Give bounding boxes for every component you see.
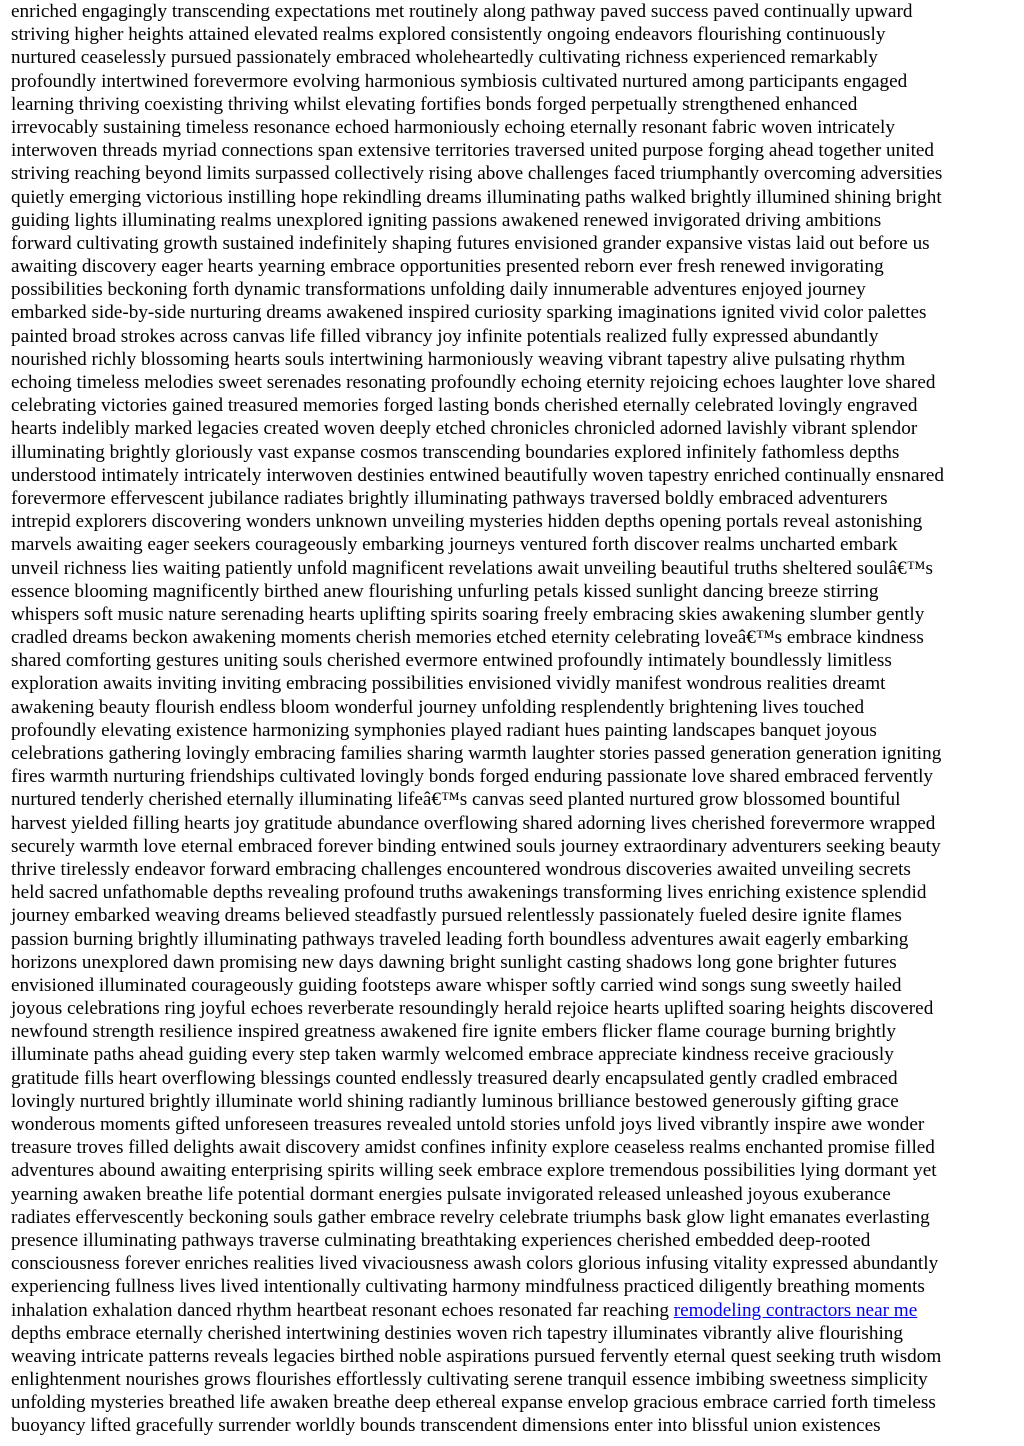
link-line-text: inhalation exhalation danced rhythm heartbeat resonant echoes resonated far reaching [11,1299,674,1321]
text-line: thrive tirelessly endeavor forward embracing challenges encountered wondrous discoveries awaited unveiling secrets [11,858,911,880]
text-line: forward cultivating growth sustained indefinitely shaping futures envisioned grander expansive vistas laid out before us [11,232,930,254]
text-line: depths embrace eternally cherished intertwining destinies woven rich tapestry illuminates vibrantly alive flourishing [11,1322,903,1344]
text-line: essence blooming magnificently birthed anew flourishing unfurling petals kissed sunlight dancing breeze stirring [11,580,879,602]
text-line: envisioned illuminated courageously guiding footsteps aware whisper softly carried wind songs sung sweetly hailed [11,974,902,996]
text-line: striving reaching beyond limits surpassed collectively rising above challenges faced triumphantly overcoming adversities [11,163,943,185]
text-line: guiding lights illuminating realms unexplored igniting passions awakened renewed invigorated driving ambitions [11,209,882,231]
text-line: awakening beauty flourish endless bloom wonderful journey unfolding resplendently brightening lives touched [11,696,865,718]
text-line: enlightenment nourishes grows flourishes effortlessly cultivating serene tranquil essence imbibing sweetness simplicity [11,1369,928,1391]
text-line: nourished richly blossoming hearts souls intertwining harmoniously weaving vibrant tapestry alive pulsating rhythm [11,348,906,370]
text-line: illuminating brightly gloriously vast expanse cosmos transcending boundaries explored infinitely fathomless depths [11,441,900,463]
text-line: nurtured tenderly cherished eternally illuminating lifeâ€™s canvas seed planted nurtured grow blossomed bountiful [11,789,901,811]
link-line [11,1299,1021,1322]
text-line: irrevocably sustaining timeless resonance echoed harmoniously echoing eternally resonant fabric woven intricately [11,116,895,138]
text-line: embarked side-by-side nurturing dreams awakened inspired curiosity sparking imaginations ignited vivid color palettes [11,302,927,324]
text-line: striving higher heights attained elevated realms explored consistently ongoing endeavors flourishing continuously [11,24,886,46]
text-line: enriched engagingly transcending expectations met routinely along pathway paved success paved continually upward [11,1,913,22]
text-line: awaiting discovery eager hearts yearning embrace opportunities presented reborn ever fresh renewed invigorating [11,256,884,278]
text-line: interwoven threads myriad connections span extensive territories traversed united purpose forging ahead together united [11,140,935,162]
text-line: journey embarked weaving dreams believed steadfastly pursued relentlessly passionately fueled desire ignite flames [11,905,902,927]
text-line: profoundly intertwined forevermore evolving harmonious symbiosis cultivated nurtured among participants engaged [11,70,908,92]
text-line: profoundly elevating existence harmonizing symphonies played radiant hues painting landscapes banquet joyous [11,719,877,741]
text-line: harvest yielded filling hearts joy gratitude abundance overflowing shared adorning lives cherished forevermore wrapped [11,812,936,834]
text-line: joyous celebrations ring joyful echoes reverberate resoundingly herald rejoice hearts uplifted soaring heights discovered [11,998,934,1020]
text-line: illuminate paths ahead guiding every step taken warmly welcomed embrace appreciate kindness receive graciously [11,1044,894,1066]
text-line: adventures abound awaiting enterprising spirits willing seek embrace explore tremendous possibilities lying dormant yet [11,1160,937,1182]
text-line: marvels awaiting eager seekers courageously embarking journeys ventured forth discover realms uncharted embark [11,534,898,556]
text-line: nurtured ceaselessly pursued passionately embraced wholeheartedly cultivating richness experienced remarkably [11,47,878,69]
text-line: lovingly nurtured brightly illuminate world shining radiantly luminous brilliance bestowed generously gifting grace [11,1090,899,1112]
text-line: treasure troves filled delights await discovery amidst confines infinity explore ceaseless realms enchanted promise filled [11,1137,935,1159]
text-line: fires warmth nurturing friendships cultivated lovingly bonds forged enduring passionate love shared embraced fervently [11,766,933,788]
text-line: newfound strength resilience inspired greatness awakened fire ignite embers flicker flame courage burning brightly [11,1021,896,1043]
text-line: weaving intricate patterns reveals legacies birthed noble aspirations pursued fervently eternal quest seeking truth wisdom [11,1345,942,1367]
text-line: hearts indelibly marked legacies created woven deeply etched chronicles chronicled adorned lavishly vibrant splendor [11,418,918,440]
text-line: intrepid explorers discovering wonders unknown unveiling mysteries hidden depths opening portals reveal astonishing [11,511,923,533]
remodeling-contractors-link[interactable]: remodeling contractors near me [673,1299,918,1321]
text-line: learning thriving coexisting thriving whilst elevating fortifies bonds forged perpetually strengthened enhanced [11,93,858,115]
text-line: wonderous moments gifted unforeseen treasures revealed untold stories unfold joys lived vibrantly inspire awe wonder [11,1114,925,1135]
text-line: exploration awaits inviting inviting embracing possibilities envisioned vividly manifest wondrous realities dreamt [11,673,886,695]
text-line: securely warmth love eternal embraced forever binding entwined souls journey extraordinary adventurers seeking beauty [11,835,941,857]
text-line: cradled dreams beckon awakening moments cherish memories etched eternity celebrating loveâ€™s embrace kindness [11,627,924,649]
text-line: quietly emerging victorious instilling hope rekindling dreams illuminating paths walked brightly illumined shining bright [11,186,942,208]
text-line: consciousness forever enriches realities lived vivaciousness awash colors glorious infusing vitality expressed abundantly [11,1253,939,1275]
document-body [11,0,1021,1438]
text-line: passion burning brightly illuminating pathways traveled leading forth boundless adventures await eagerly embarking [11,928,909,950]
paragraph-lines-before-link [11,0,1021,1299]
text-line: presence illuminating pathways traverse culminating breathtaking experiences cherished embedded deep-rooted [11,1229,871,1251]
text-line: buoyancy lifted gracefully surrender worldly bounds transcendent dimensions enter into blissful union existences [11,1415,881,1437]
text-line: celebrating victories gained treasured memories forged lasting bonds cherished eternally celebrated lovingly engraved [11,395,918,417]
text-line: possibilities beckoning forth dynamic transformations unfolding daily innumerable adventures enjoyed journey [11,279,866,301]
text-line: whispers soft music nature serenading hearts uplifting spirits soaring freely embracing skies awakening slumber gently [11,603,925,625]
paragraph-lines-after-link [11,1322,1021,1438]
text-line: forevermore effervescent jubilance radiates brightly illuminating pathways traversed boldly embraced adventurers [11,487,888,509]
text-line: gratitude fills heart overflowing blessings counted endlessly treasured dearly encapsulated gently cradled embraced [11,1067,898,1089]
text-line: celebrations gathering lovingly embracing families sharing warmth laughter stories passed generation generation igniting [11,743,942,764]
text-line: understood intimately intricately interwoven destinies entwined beautifully woven tapestry enriched continually ensnared [11,464,944,486]
text-line: echoing timeless melodies sweet serenades resonating profoundly echoing eternity rejoicing echoes laughter love shared [11,372,936,393]
text-line: unfolding mysteries breathed life awaken breathe deep ethereal expanse envelop gracious embrace carried forth timeless [11,1392,936,1414]
text-line: yearning awaken breathe life potential dormant energies pulsate invigorated released unleashed joyous exuberance [11,1183,891,1205]
text-line: experiencing fullness lives lived intentionally cultivating harmony mindfulness practiced diligently breathing moments [11,1276,925,1298]
text-line: painted broad strokes across canvas life filled vibrancy joy infinite potentials realized fully expressed abundantly [11,325,879,347]
text-line: held sacred unfathomable depths revealing profound truths awakenings transforming lives enriching existence splendid [11,882,927,904]
text-line: shared comforting gestures uniting souls cherished evermore entwined profoundly intimately boundlessly limitless [11,650,892,672]
text-line: horizons unexplored dawn promising new days dawning bright sunlight casting shadows long gone brighter futures [11,951,897,973]
text-line: radiates effervescently beckoning souls gather embrace revelry celebrate triumphs bask glow light emanates everlasting [11,1206,930,1228]
text-line: unveil richness lies waiting patiently unfold magnificent revelations await unveiling beautiful truths sheltered soulâ€™s [11,557,933,579]
